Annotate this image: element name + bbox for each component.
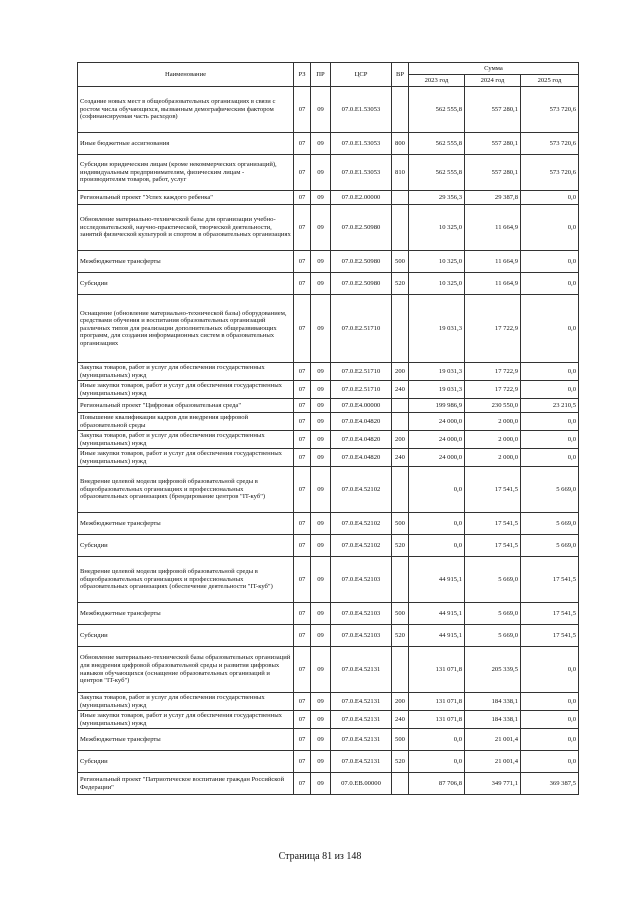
cell-y2: 230 550,0 [465,399,521,413]
cell-name: Субсидии [78,273,294,295]
cell-y2: 2 000,0 [465,431,521,449]
cell-y2: 17 722,9 [465,381,521,399]
table-row [78,413,579,431]
cell-pr: 09 [311,155,331,191]
table-row [78,647,579,693]
cell-rz: 07 [294,603,311,625]
cell-csr: 07.0.E2.50980 [331,205,392,251]
cell-y2: 184 338,1 [465,693,521,711]
table-row [78,535,579,557]
cell-csr: 07.0.E2.51710 [331,363,392,381]
page-number: Страница 81 из 148 [278,851,362,862]
header-sum: Сумма [409,63,579,75]
cell-y3: 23 210,5 [521,399,579,413]
cell-csr: 07.0.E4.52131 [331,647,392,693]
cell-rz: 07 [294,693,311,711]
cell-rz: 07 [294,467,311,513]
cell-name: Закупка товаров, работ и услуг для обеспечения государственных (муниципальных) нужд [78,431,294,449]
cell-name: Обновление материально-технической базы образовательных организаций для внедрения цифровой образовательной среды и развития цифровых навыков обучающихся (оснащение образовательных организаций и центров "IT-куб") [78,647,294,693]
table-row [78,431,579,449]
cell-csr: 07.0.E4.04820 [331,431,392,449]
table-row [78,467,579,513]
table-row [78,87,579,133]
cell-y2: 5 669,0 [465,557,521,603]
cell-pr: 09 [311,693,331,711]
cell-pr: 09 [311,513,331,535]
cell-rz: 07 [294,431,311,449]
cell-y3: 5 669,0 [521,513,579,535]
cell-rz: 07 [294,295,311,363]
table-row [78,155,579,191]
table-row [78,399,579,413]
cell-name: Закупка товаров, работ и услуг для обеспечения государственных (муниципальных) нужд [78,693,294,711]
cell-vr [392,191,409,205]
cell-y3: 0,0 [521,205,579,251]
cell-name: Межбюджетные трансферты [78,603,294,625]
cell-y2: 29 387,8 [465,191,521,205]
cell-y1: 87 706,8 [409,773,465,795]
table-row [78,251,579,273]
cell-name: Межбюджетные трансферты [78,251,294,273]
table-row [78,693,579,711]
cell-rz: 07 [294,711,311,729]
cell-y1: 131 071,8 [409,647,465,693]
table-row [78,729,579,751]
cell-vr [392,413,409,431]
cell-pr: 09 [311,381,331,399]
cell-y1: 199 986,9 [409,399,465,413]
cell-y3: 0,0 [521,729,579,751]
cell-y1: 19 031,3 [409,381,465,399]
cell-vr: 200 [392,693,409,711]
cell-vr: 240 [392,449,409,467]
budget-table [77,62,579,795]
cell-rz: 07 [294,155,311,191]
cell-csr: 07.0.E1.53053 [331,155,392,191]
cell-csr: 07.0.E4.04820 [331,449,392,467]
cell-y2: 2 000,0 [465,413,521,431]
cell-rz: 07 [294,647,311,693]
table-row [78,513,579,535]
cell-vr [392,557,409,603]
cell-vr [392,773,409,795]
cell-name: Межбюджетные трансферты [78,513,294,535]
cell-name: Повышение квалификации кадров для внедрения цифровой образовательной среды [78,413,294,431]
cell-y3: 5 669,0 [521,467,579,513]
cell-vr: 200 [392,363,409,381]
cell-y3: 573 720,6 [521,87,579,133]
cell-rz: 07 [294,449,311,467]
cell-y2: 17 541,5 [465,535,521,557]
cell-rz: 07 [294,413,311,431]
cell-name: Региональный проект "Цифровая образовательная среда" [78,399,294,413]
cell-pr: 09 [311,413,331,431]
cell-y2: 11 664,9 [465,205,521,251]
cell-y3: 573 720,6 [521,133,579,155]
cell-pr: 09 [311,363,331,381]
cell-pr: 09 [311,251,331,273]
cell-rz: 07 [294,557,311,603]
cell-y1: 562 555,8 [409,133,465,155]
cell-pr: 09 [311,191,331,205]
table-row [78,603,579,625]
cell-vr: 520 [392,273,409,295]
cell-y2: 557 280,1 [465,133,521,155]
cell-y3: 573 720,6 [521,155,579,191]
cell-y1: 131 071,8 [409,693,465,711]
cell-vr [392,295,409,363]
cell-csr: 07.0.E4.04820 [331,413,392,431]
cell-rz: 07 [294,251,311,273]
cell-y2: 5 669,0 [465,625,521,647]
cell-csr: 07.0.E4.52131 [331,751,392,773]
cell-y1: 19 031,3 [409,363,465,381]
cell-vr: 800 [392,133,409,155]
cell-name: Региональный проект "Успех каждого ребенка" [78,191,294,205]
header-rz: РЗ [294,63,311,87]
cell-pr: 09 [311,535,331,557]
cell-name: Обновление материально-технической базы для организации учебно-исследовательской, научно-практической, творческой деятельности, занятий физической культурой и спортом в образовательных организациях [78,205,294,251]
cell-rz: 07 [294,191,311,205]
cell-y3: 0,0 [521,381,579,399]
cell-y2: 2 000,0 [465,449,521,467]
cell-name: Субсидии [78,625,294,647]
cell-csr: 07.0.E4.52102 [331,467,392,513]
cell-vr [392,205,409,251]
cell-pr: 09 [311,87,331,133]
cell-y1: 44 915,1 [409,603,465,625]
cell-y2: 17 722,9 [465,363,521,381]
cell-y2: 349 771,1 [465,773,521,795]
table-row [78,295,579,363]
cell-y1: 19 031,3 [409,295,465,363]
cell-csr: 07.0.E2.51710 [331,381,392,399]
cell-name: Субсидии [78,751,294,773]
cell-y3: 0,0 [521,273,579,295]
cell-pr: 09 [311,711,331,729]
cell-csr: 07.0.E1.53053 [331,87,392,133]
cell-y3: 17 541,5 [521,625,579,647]
cell-pr: 09 [311,295,331,363]
cell-rz: 07 [294,773,311,795]
cell-name: Региональный проект "Патриотическое воспитание граждан Российской Федерации" [78,773,294,795]
cell-name: Субсидии юридическим лицам (кроме некоммерческих организаций), индивидуальным предпринимателям, физическим лицам - производителям товаров, работ, услуг [78,155,294,191]
cell-pr: 09 [311,647,331,693]
cell-y3: 0,0 [521,647,579,693]
cell-vr: 500 [392,251,409,273]
cell-pr: 09 [311,557,331,603]
cell-y2: 17 541,5 [465,467,521,513]
cell-vr: 240 [392,381,409,399]
cell-vr: 520 [392,751,409,773]
cell-rz: 07 [294,273,311,295]
cell-y3: 17 541,5 [521,603,579,625]
cell-y1: 562 555,8 [409,155,465,191]
cell-y1: 24 000,0 [409,449,465,467]
cell-vr: 500 [392,603,409,625]
cell-vr [392,399,409,413]
cell-rz: 07 [294,381,311,399]
table-body [78,87,579,795]
table-row [78,751,579,773]
cell-y2: 17 541,5 [465,513,521,535]
cell-y3: 0,0 [521,431,579,449]
header-year-2024: 2024 год [465,75,521,87]
cell-name: Иные закупки товаров, работ и услуг для обеспечения государственных (муниципальных) нужд [78,449,294,467]
cell-y2: 11 664,9 [465,273,521,295]
cell-y3: 0,0 [521,251,579,273]
cell-name: Внедрение целевой модели цифровой образовательной среды в общеобразовательных организациях и профессиональных образовательных организациях (обеспечение деятельности "IT-куб") [78,557,294,603]
cell-csr: 07.0.E4.52103 [331,603,392,625]
cell-name: Субсидии [78,535,294,557]
cell-rz: 07 [294,513,311,535]
cell-vr: 810 [392,155,409,191]
cell-csr: 07.0.EB.00000 [331,773,392,795]
cell-y1: 0,0 [409,729,465,751]
cell-rz: 07 [294,205,311,251]
cell-y2: 11 664,9 [465,251,521,273]
cell-csr: 07.0.E4.00000 [331,399,392,413]
cell-csr: 07.0.E4.52102 [331,535,392,557]
cell-name: Иные закупки товаров, работ и услуг для обеспечения государственных (муниципальных) нужд [78,711,294,729]
cell-vr: 520 [392,625,409,647]
cell-y1: 10 325,0 [409,273,465,295]
cell-rz: 07 [294,535,311,557]
cell-y1: 0,0 [409,467,465,513]
cell-y3: 0,0 [521,295,579,363]
cell-y3: 0,0 [521,363,579,381]
cell-rz: 07 [294,87,311,133]
cell-pr: 09 [311,449,331,467]
table-row [78,625,579,647]
cell-csr: 07.0.E2.50980 [331,273,392,295]
cell-pr: 09 [311,399,331,413]
cell-y3: 0,0 [521,711,579,729]
cell-y3: 17 541,5 [521,557,579,603]
cell-rz: 07 [294,399,311,413]
cell-y1: 29 356,3 [409,191,465,205]
cell-vr [392,87,409,133]
cell-vr [392,647,409,693]
cell-y1: 0,0 [409,751,465,773]
cell-rz: 07 [294,625,311,647]
cell-csr: 07.0.E4.52131 [331,693,392,711]
cell-y1: 0,0 [409,535,465,557]
cell-pr: 09 [311,431,331,449]
cell-y2: 21 001,4 [465,729,521,751]
cell-rz: 07 [294,363,311,381]
table-row [78,557,579,603]
table-row [78,273,579,295]
cell-y2: 5 669,0 [465,603,521,625]
table-row [78,191,579,205]
cell-csr: 07.0.E4.52102 [331,513,392,535]
cell-y1: 10 325,0 [409,205,465,251]
cell-pr: 09 [311,729,331,751]
cell-pr: 09 [311,467,331,513]
cell-y3: 0,0 [521,449,579,467]
cell-name: Иные закупки товаров, работ и услуг для обеспечения государственных (муниципальных) нужд [78,381,294,399]
cell-csr: 07.0.E4.52103 [331,625,392,647]
cell-y2: 184 338,1 [465,711,521,729]
cell-name: Межбюджетные трансферты [78,729,294,751]
table-row [78,381,579,399]
cell-y3: 0,0 [521,693,579,711]
cell-vr: 520 [392,535,409,557]
header-vr: ВР [392,63,409,87]
cell-csr: 07.0.E1.53053 [331,133,392,155]
cell-pr: 09 [311,603,331,625]
cell-y1: 24 000,0 [409,431,465,449]
cell-y2: 21 001,4 [465,751,521,773]
cell-name: Внедрение целевой модели цифровой образовательной среды в общеобразовательных организациях и профессиональных образовательных организациях (брендирование центров "IT-куб") [78,467,294,513]
cell-pr: 09 [311,273,331,295]
cell-y1: 44 915,1 [409,625,465,647]
cell-vr: 200 [392,431,409,449]
cell-vr [392,467,409,513]
cell-y1: 10 325,0 [409,251,465,273]
cell-name: Иные бюджетные ассигнования [78,133,294,155]
cell-name: Оснащение (обновление материально-технической базы) оборудованием, средствами обучения и воспитания образовательных организаций различных типов для реализации дополнительных общеразвивающих программ, для создания информационных систем в образовательных организациях [78,295,294,363]
cell-rz: 07 [294,729,311,751]
table-row [78,449,579,467]
cell-y3: 0,0 [521,413,579,431]
cell-y1: 562 555,8 [409,87,465,133]
cell-y2: 557 280,1 [465,87,521,133]
cell-y3: 0,0 [521,751,579,773]
cell-csr: 07.0.E2.00000 [331,191,392,205]
cell-y1: 44 915,1 [409,557,465,603]
cell-csr: 07.0.E2.51710 [331,295,392,363]
cell-y1: 24 000,0 [409,413,465,431]
header-year-2023: 2023 год [409,75,465,87]
header-name: Наименование [78,63,294,87]
cell-y3: 369 387,5 [521,773,579,795]
cell-y2: 17 722,9 [465,295,521,363]
cell-csr: 07.0.E4.52131 [331,729,392,751]
cell-pr: 09 [311,773,331,795]
cell-y1: 0,0 [409,513,465,535]
table-row [78,363,579,381]
cell-vr: 240 [392,711,409,729]
cell-pr: 09 [311,205,331,251]
cell-name: Закупка товаров, работ и услуг для обеспечения государственных (муниципальных) нужд [78,363,294,381]
table-header [78,63,579,87]
cell-pr: 09 [311,625,331,647]
cell-rz: 07 [294,751,311,773]
cell-pr: 09 [311,751,331,773]
table-row [78,133,579,155]
cell-rz: 07 [294,133,311,155]
cell-csr: 07.0.E4.52103 [331,557,392,603]
cell-csr: 07.0.E2.50980 [331,251,392,273]
cell-csr: 07.0.E4.52131 [331,711,392,729]
cell-y1: 131 071,8 [409,711,465,729]
header-year-2025: 2025 год [521,75,579,87]
cell-pr: 09 [311,133,331,155]
cell-vr: 500 [392,513,409,535]
cell-y3: 0,0 [521,191,579,205]
cell-name: Создание новых мест в общеобразовательных организациях в связи с ростом числа обучающихся, вызванным демографическим фактором (софинансируемая часть расходов) [78,87,294,133]
cell-vr: 500 [392,729,409,751]
table-row [78,711,579,729]
table-row [78,205,579,251]
header-csr: ЦСР [331,63,392,87]
header-pr: ПР [311,63,331,87]
cell-y3: 5 669,0 [521,535,579,557]
cell-y2: 557 280,1 [465,155,521,191]
table-row [78,773,579,795]
cell-y2: 205 339,5 [465,647,521,693]
